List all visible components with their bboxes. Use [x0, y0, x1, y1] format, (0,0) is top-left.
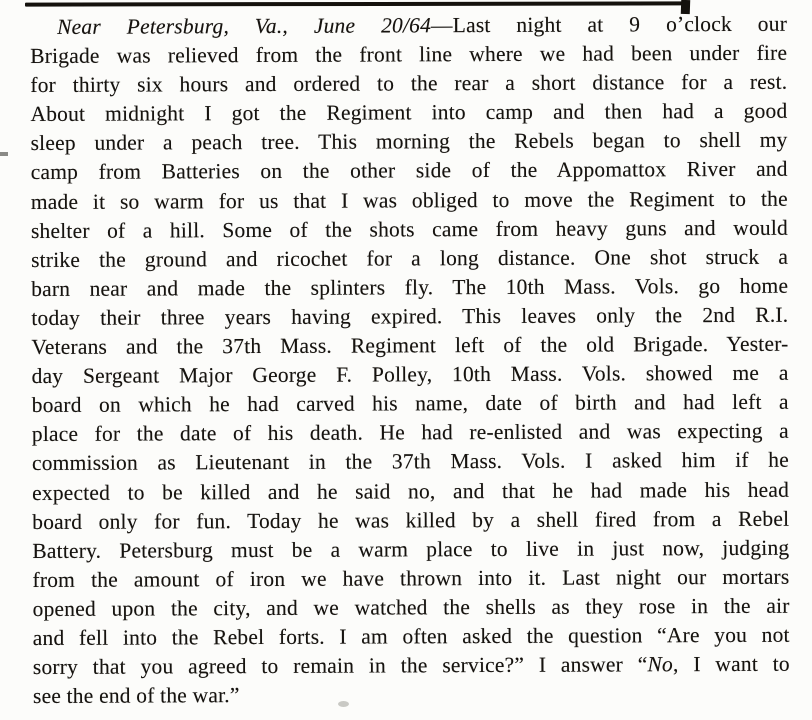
text-line: shelter of a hill. Some of the shots came from heavy guns and would: [30, 215, 788, 243]
emphasized-word: No: [647, 652, 674, 677]
text-line: for thirty six hours and ordered to the rear a short distance for a rest.: [30, 69, 788, 98]
scan-edge-artifact: [0, 152, 8, 156]
line-text: , I want to: [672, 651, 790, 677]
text-line-with-emphasis: [33, 650, 790, 682]
line-text: sorry that you agreed to remain in the service?” I answer “: [32, 652, 648, 680]
text-line: Battery. Petersburg must be a warm place to live in just now, judging: [32, 535, 790, 563]
text-line: made it so warm for us that I was obliged to move the Regiment to the: [30, 186, 788, 214]
text-line: day Sergeant Major George F. Polley, 10th Mass. Vols. showed me a: [31, 360, 789, 389]
diary-entry: [30, 10, 790, 712]
text-line: from the amount of iron we have thrown into it. Last night our mortars: [32, 564, 790, 592]
text-line: camp from Batteries on the other side of the Appomattox River and: [30, 157, 788, 185]
text-line: and fell into the Rebel forts. I am often asked the question “Are you not: [32, 622, 790, 650]
text-line: strike the ground and ricochet for a long distance. One shot struck a: [31, 244, 789, 272]
text-line: board on which he had carved his name, date of birth and had left a: [31, 389, 789, 418]
text-line: opened upon the city, and we watched the shells as they rose in the air: [32, 593, 790, 621]
text-line: Brigade was relieved from the front line where we had been under fire: [30, 40, 788, 69]
scan-top-rule: [25, 1, 688, 6]
text-line: commission as Lieutenant in the 37th Mass. Vols. I asked him if he: [31, 448, 790, 476]
line-text: —Last night at 9 o’clock our: [430, 11, 788, 38]
text-line: board only for fun. Today he was killed by a shell fired from a Rebel: [32, 506, 790, 534]
text-line: About midnight I got the Regiment into camp and then had a good: [30, 98, 788, 127]
text-line: barn near and made the splinters fly. The 10th Mass. Vols. go home: [31, 273, 789, 301]
dateline-text: Near Petersburg, Va., June 20/64: [57, 13, 432, 39]
text-line: Veterans and the 37th Mass. Regiment left of the old Brigade. Yester-: [31, 331, 789, 360]
text-line: see the end of the war.”: [32, 683, 240, 709]
text-line: sleep under a peach tree. This morning the Rebels began to shell my: [30, 128, 788, 156]
text-line: today their three years having expired. This leaves only the 2nd R.I.: [31, 302, 789, 330]
text-line: expected to be killed and he said no, and that he had made his head: [32, 477, 790, 505]
text-line: place for the date of his death. He had re-enlisted and was expecting a: [31, 419, 789, 447]
text-line-dateline: [30, 10, 787, 42]
